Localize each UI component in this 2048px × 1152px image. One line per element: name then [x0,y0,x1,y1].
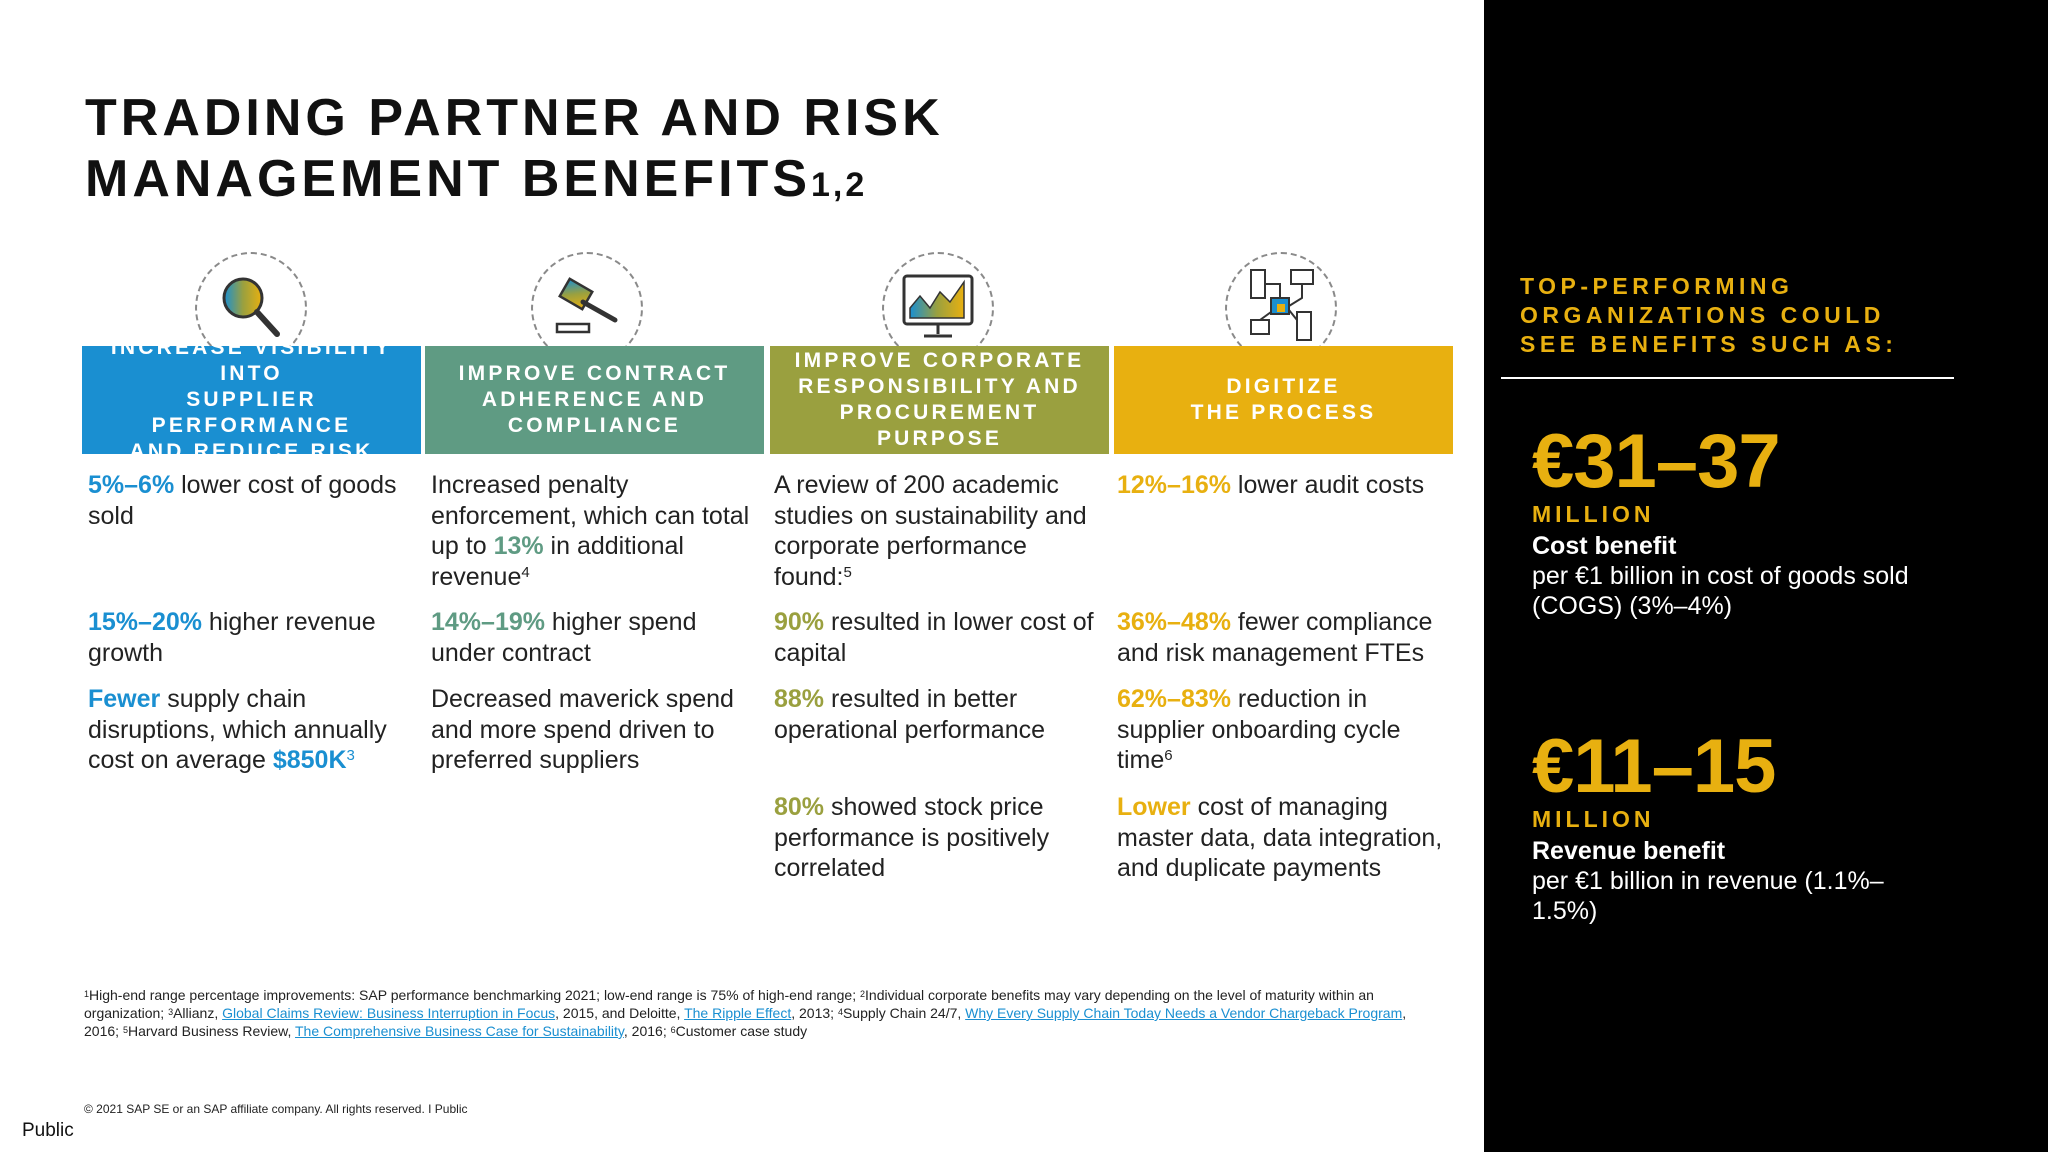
benefit-highlight: 80% [774,793,825,821]
benefit-item [88,684,423,776]
benefit-item [1117,684,1452,776]
benefit-text: higher spend under contract [431,608,697,667]
benefit-text: showed stock price performance is positively correlated [774,793,1050,882]
footnote-text: , 2016; [84,1005,1407,1039]
footnote-number: 1 [84,989,90,999]
benefit-highlight: 5%–6% [88,471,175,499]
benefit-highlight: 90% [774,608,825,636]
footnote-text: Supply Chain 24/7, [842,1005,966,1021]
revenue-benefit-amount: €11–15 [1532,724,1776,809]
revenue-benefit-description: per €1 billion in revenue (1.1%–1.5%) [1532,867,1884,925]
title-line-1: TRADING PARTNER AND RISK [85,89,944,147]
footnote-ref: 6 [1164,747,1173,764]
header-line: AND REDUCE RISK [129,440,374,463]
benefit-item [1117,607,1452,668]
source-link-supply-chain[interactable]: Why Every Supply Chain Today Needs a Vendor Chargeback Program [965,1005,1403,1021]
header-line: IMPROVE CONTRACT [458,362,731,385]
revenue-benefit-unit: MILLION [1532,806,1655,832]
cost-benefit-description: per €1 billion in cost of goods sold (COGS) (3%–4%) [1532,562,1909,620]
footnote-text: , 2015, and Deloitte, [555,1005,685,1021]
footnote-text: Harvard Business Review, [127,1023,295,1039]
panel-heading [1520,272,1897,359]
benefit-highlight: Fewer [88,685,161,713]
benefit-highlight: 14%–19% [431,608,545,636]
header-line: DIGITIZE [1226,375,1341,398]
benefit-item [88,607,423,668]
panel-heading-line: SEE BENEFITS SUCH AS: [1520,331,1898,357]
footnote-text: Allianz, [173,1005,223,1021]
benefit-item [774,607,1109,668]
footnote-ref: 4 [521,563,530,581]
cost-benefit-block [1532,418,1932,621]
header-line: IMPROVE CORPORATE [794,349,1085,372]
page-title [85,88,944,216]
header-line: INCREASE VISIBILITY INTO [110,336,393,385]
benefit-item [1117,470,1452,501]
header-line: SUPPLIER PERFORMANCE [151,388,352,437]
benefit-item [431,607,766,668]
benefit-highlight: $850K [272,746,347,774]
benefit-text: resulted in lower cost of capital [774,608,1094,667]
footnote-ref: 3 [346,747,355,764]
source-link-allianz[interactable]: Global Claims Review: Business Interruption in Focus [222,1005,556,1021]
benefit-text: reduction in supplier onboarding cycle time [1117,685,1401,774]
title-superscript: 1,2 [811,166,868,204]
benefit-text: lower audit costs [1230,471,1425,499]
benefit-text: fewer compliance and risk management FTEs [1117,608,1433,667]
panel-heading-line: TOP-PERFORMING [1520,273,1794,299]
column-header-contract [425,346,764,454]
header-line: COMPLIANCE [507,414,682,437]
revenue-benefit-block [1532,723,1912,926]
footnote-text: Customer case study [675,1023,808,1039]
benefit-text: Increased penalty enforcement, which can total up to [431,471,750,560]
footnote-number: 3 [168,1007,174,1017]
cost-benefit-unit: MILLION [1532,501,1655,527]
footnote-text: , 2016; [623,1023,671,1039]
panel-divider [1501,377,1954,379]
benefit-item [88,470,423,531]
source-link-deloitte[interactable]: The Ripple Effect [684,1005,792,1021]
benefit-text: lower cost of goods sold [88,471,397,530]
benefit-highlight: 62%–83% [1117,685,1231,713]
benefit-text: cost of managing master data, data integration, and duplicate payments [1117,793,1443,882]
footnote-number: 5 [122,1025,128,1035]
header-line: ADHERENCE AND [481,388,708,411]
benefit-text: Decreased maverick spend and more spend driven to preferred suppliers [431,685,734,774]
benefit-text: A review of 200 academic studies on sustainability and corporate performance found: [774,471,1087,591]
footnote-number: 6 [670,1025,676,1035]
footnote-text: High-end range percentage improvements: SAP performance benchmarking 2021; low-end range is 75% of high-end range; [89,987,860,1003]
benefit-item [1117,792,1452,884]
benefit-item [431,470,766,592]
source-link-hbr[interactable]: The Comprehensive Business Case for Sustainability [295,1023,624,1039]
copyright-notice: © 2021 SAP SE or an SAP affiliate company. All rights reserved. I Public [84,1102,468,1116]
panel-heading-line: ORGANIZATIONS COULD [1520,302,1885,328]
classification-label: Public [22,1120,74,1141]
benefit-text: supply chain disruptions, which annually cost on average [88,685,387,774]
revenue-benefit-title: Revenue benefit [1532,837,1726,865]
benefit-highlight: 15%–20% [88,608,202,636]
footnote-text: Individual corporate benefits may vary depending on the level of maturity within an organization; [84,987,1374,1021]
title-line-2 [85,149,944,216]
column-header-visibility [82,336,421,463]
benefit-highlight: 88% [774,685,825,713]
benefit-text: higher revenue growth [88,608,376,667]
title-line-2-text: MANAGEMENT BENEFITS [85,150,811,208]
footnotes [84,986,1424,1040]
header-line: PROCUREMENT PURPOSE [839,401,1040,450]
benefit-item [774,470,1109,592]
footnote-text: , 2013; [791,1005,838,1021]
benefit-highlight: 12%–16% [1117,471,1231,499]
header-line: RESPONSIBILITY AND [798,375,1081,398]
footnote-ref: 5 [843,563,852,581]
cost-benefit-title: Cost benefit [1532,532,1677,560]
header-line: THE PROCESS [1190,401,1377,424]
benefit-highlight: 36%–48% [1117,608,1231,636]
benefit-highlight: Lower [1117,793,1191,821]
column-header-digitize [1114,346,1453,454]
benefit-highlight: 13% [493,532,544,560]
benefit-item [774,792,1109,884]
benefit-text: resulted in better operational performance [774,685,1045,744]
benefit-text: in additional revenue [431,532,684,591]
benefit-item [774,684,1109,745]
footnote-number: 4 [837,1007,843,1017]
benefit-item [431,684,766,776]
footnote-number: 2 [860,989,866,999]
cost-benefit-amount: €31–37 [1532,419,1780,504]
column-header-responsibility [770,346,1109,454]
